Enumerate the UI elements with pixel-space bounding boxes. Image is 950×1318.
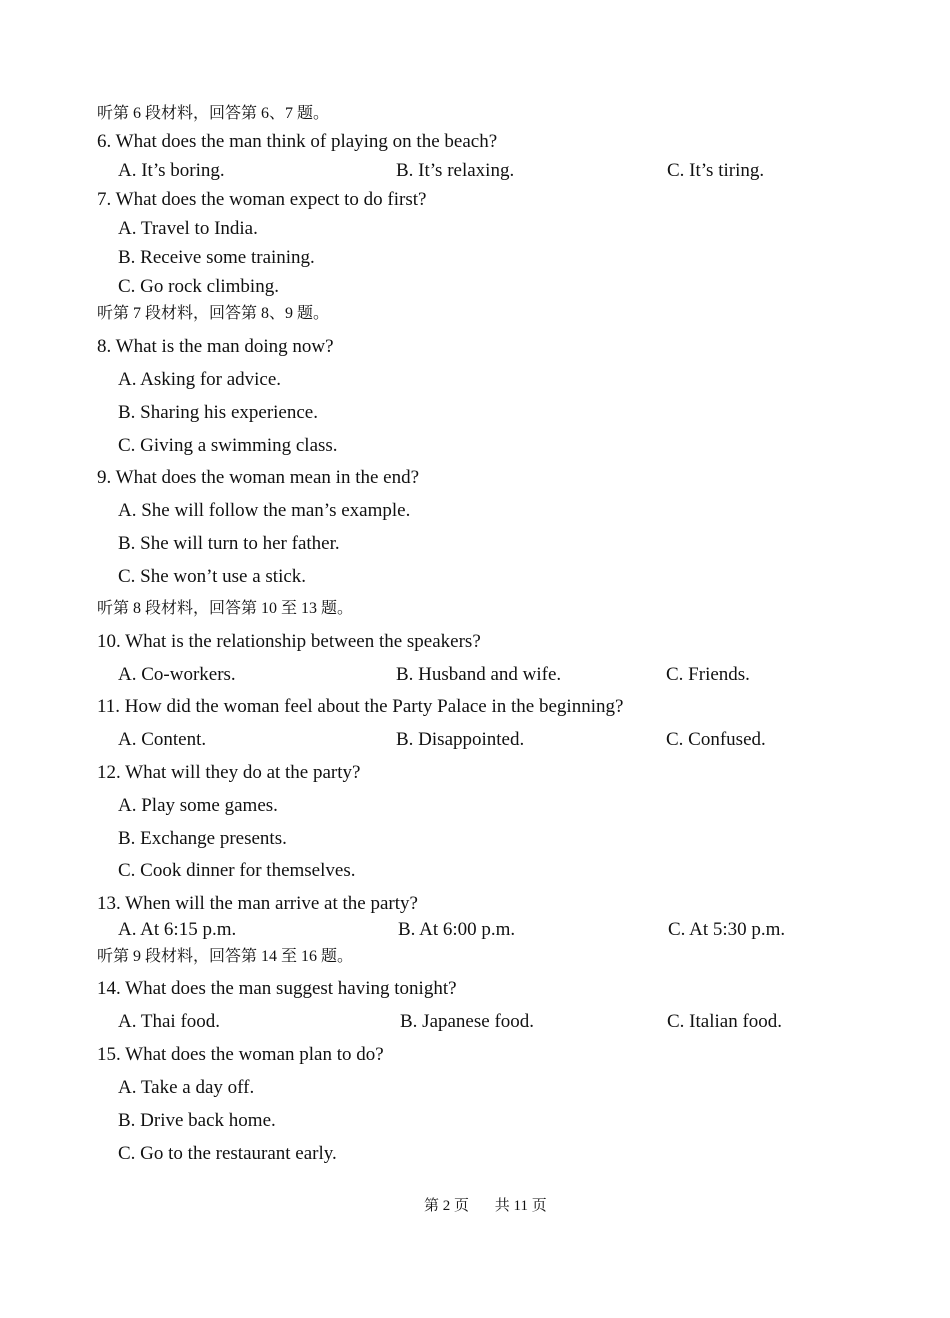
question-6-option-b: B. It’s relaxing. bbox=[396, 160, 515, 181]
page-number: 第 2 页 bbox=[424, 1198, 470, 1214]
question-8-stem: 8. What is the man doing now? bbox=[97, 336, 334, 357]
section-6-intro: 听第 6 段材料，回答第 6、7 题。 bbox=[97, 105, 330, 122]
question-13-option-a: A. At 6:15 p.m. bbox=[118, 919, 237, 940]
question-10-option-c: C. Friends. bbox=[666, 664, 750, 685]
question-9-option-b: B. She will turn to her father. bbox=[118, 533, 340, 554]
section-8-intro: 听第 8 段材料，回答第 10 至 13 题。 bbox=[97, 600, 354, 617]
page-footer bbox=[424, 1195, 547, 1217]
question-12-option-b: B. Exchange presents. bbox=[118, 828, 287, 849]
question-9-option-c: C. She won’t use a stick. bbox=[118, 566, 307, 587]
question-12-stem: 12. What will they do at the party? bbox=[97, 762, 361, 783]
question-6-option-a: A. It’s boring. bbox=[118, 160, 225, 181]
question-11-option-a: A. Content. bbox=[118, 729, 207, 750]
question-13-stem: 13. When will the man arrive at the party? bbox=[97, 893, 418, 914]
section-9-intro: 听第 9 段材料，回答第 14 至 16 题。 bbox=[97, 948, 354, 965]
question-9-stem: 9. What does the woman mean in the end? bbox=[97, 467, 420, 488]
question-7-option-a: A. Travel to India. bbox=[118, 218, 258, 239]
question-7-option-b: B. Receive some training. bbox=[118, 247, 315, 268]
question-15-stem: 15. What does the woman plan to do? bbox=[97, 1044, 384, 1065]
question-11-option-b: B. Disappointed. bbox=[396, 729, 525, 750]
question-8-option-c: C. Giving a swimming class. bbox=[118, 435, 338, 456]
question-10-option-a: A. Co-workers. bbox=[118, 664, 236, 685]
question-10-stem: 10. What is the relationship between the speakers? bbox=[97, 631, 481, 652]
section-7-intro: 听第 7 段材料，回答第 8、9 题。 bbox=[97, 305, 330, 322]
question-11-option-c: C. Confused. bbox=[666, 729, 766, 750]
question-7-stem: 7. What does the woman expect to do first? bbox=[97, 189, 427, 210]
question-10-option-b: B. Husband and wife. bbox=[396, 664, 562, 685]
question-13-option-b: B. At 6:00 p.m. bbox=[398, 919, 516, 940]
question-8-option-b: B. Sharing his experience. bbox=[118, 402, 318, 423]
question-14-option-b: B. Japanese food. bbox=[400, 1011, 535, 1032]
question-15-option-c: C. Go to the restaurant early. bbox=[118, 1143, 337, 1164]
question-15-option-b: B. Drive back home. bbox=[118, 1110, 276, 1131]
question-9-option-a: A. She will follow the man’s example. bbox=[118, 500, 411, 521]
question-14-stem: 14. What does the man suggest having tonight? bbox=[97, 978, 457, 999]
question-7-option-c: C. Go rock climbing. bbox=[118, 276, 279, 297]
question-13-option-c: C. At 5:30 p.m. bbox=[668, 919, 786, 940]
question-15-option-a: A. Take a day off. bbox=[118, 1077, 255, 1098]
question-12-option-c: C. Cook dinner for themselves. bbox=[118, 860, 356, 881]
question-6-option-c: C. It’s tiring. bbox=[667, 160, 765, 181]
question-11-stem: 11. How did the woman feel about the Party Palace in the beginning? bbox=[97, 696, 624, 717]
question-14-option-a: A. Thai food. bbox=[118, 1011, 221, 1032]
question-14-option-c: C. Italian food. bbox=[667, 1011, 783, 1032]
page-total: 共 11 页 bbox=[494, 1198, 547, 1214]
question-6-stem: 6. What does the man think of playing on the beach? bbox=[97, 131, 498, 152]
question-12-option-a: A. Play some games. bbox=[118, 795, 278, 816]
question-8-option-a: A. Asking for advice. bbox=[118, 369, 282, 390]
